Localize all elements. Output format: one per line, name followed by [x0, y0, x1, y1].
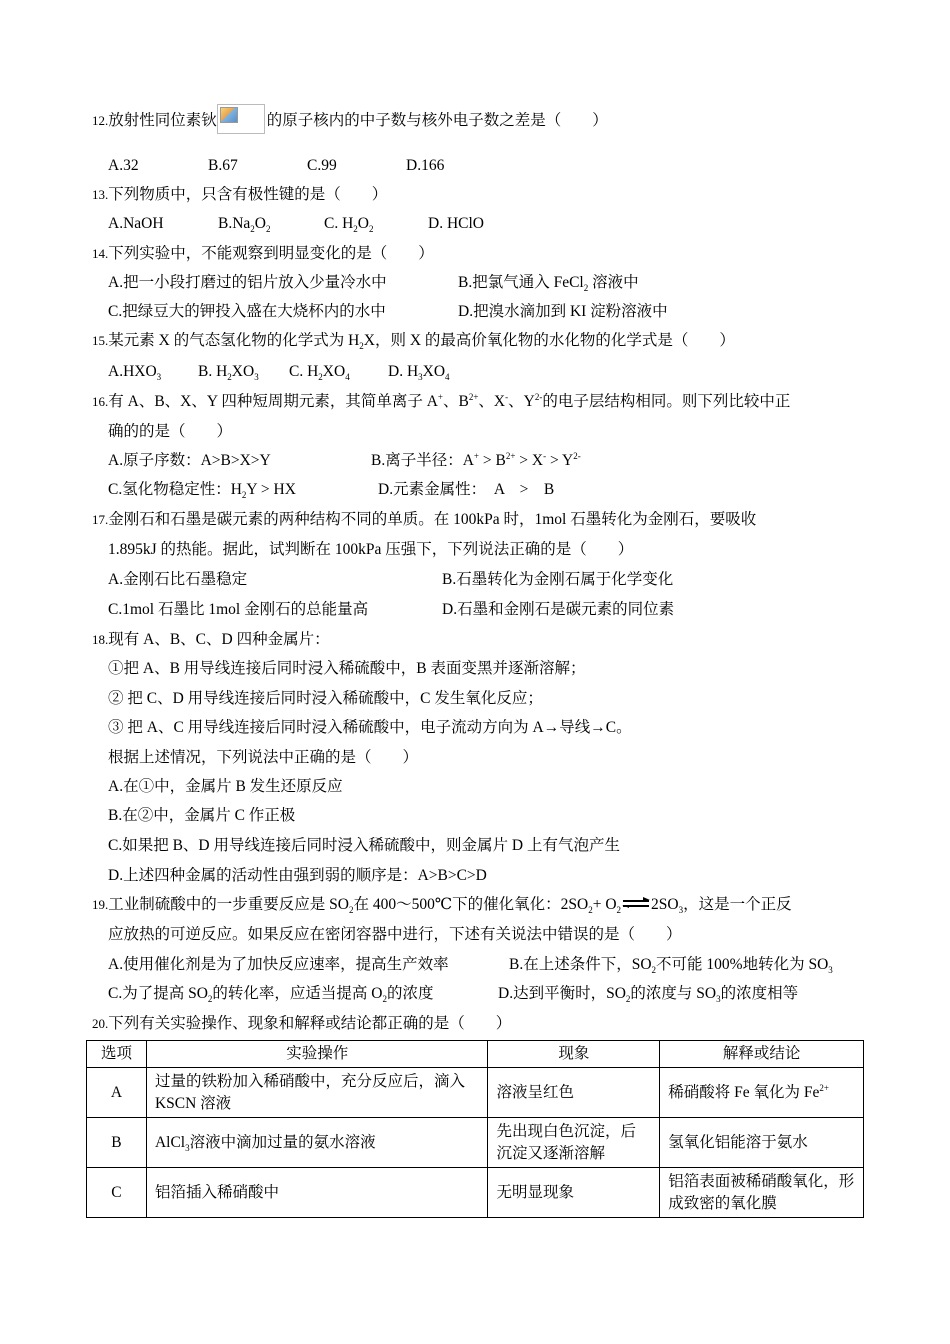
question-14 — [92, 244, 434, 264]
question-text: 下列物质中，只含有极性键的是（ ） — [108, 186, 388, 203]
option-b: $B.Na_2O_2$ — [218, 215, 271, 235]
question-number: 19. — [92, 897, 109, 912]
column-header: 实验操作 — [146, 1041, 488, 1068]
statement-1: ①把 A、B 用导线连接后同时浸入稀硫酸中，B 表面变黑并逐渐溶解； — [108, 660, 586, 677]
option-c: C. $H_2XO_4$ — [289, 363, 350, 383]
option-cell: A — [87, 1068, 147, 1118]
option-b: B.石墨转化为金刚石属于化学变化 — [442, 571, 674, 588]
question-number: 16. — [92, 394, 109, 409]
option-d: D.166 — [406, 157, 445, 174]
option-cell: B — [87, 1118, 147, 1168]
option-d: D.元素金属性： A > B — [378, 481, 555, 498]
question-17: 17.金刚石和石墨是碳元素的两种结构不同的单质。在 100kPa 时，1mol 石墨转化为金刚石，要吸收 — [92, 511, 757, 528]
conclusion-cell: 氢氧化铝能溶于氨水 — [660, 1118, 864, 1168]
phenomenon-cell: 无明显现象 — [488, 1168, 660, 1218]
option-c: C.把绿豆大的钾投入盛在大烧杯内的水中 — [108, 303, 386, 320]
question-19: 19.工业制硫酸中的一步重要反应是 $SO_2$在 400～500℃下的催化氧化：$2SO_2+ O_2$ $2SO_3$，这是一个正反 — [92, 896, 792, 916]
question-12 — [92, 104, 608, 134]
question-number: 13. — [92, 187, 109, 202]
table-header-row — [87, 1041, 864, 1068]
option-d: D. $H_3XO_4$ — [388, 363, 450, 383]
question-text: 1.895kJ 的热能。据此，试判断在 100kPa 压强下，下列说法正确的是（ ） — [108, 541, 634, 558]
experiment-table — [86, 1040, 864, 1218]
option-a: A.NaOH — [108, 215, 164, 232]
question-number: 20. — [92, 1016, 109, 1031]
option-d: D. HClO — [428, 215, 484, 232]
table-row — [87, 1118, 864, 1168]
statement-2: ② 把 C、D 用导线连接后同时浸入稀硫酸中，C 发生氧化反应； — [108, 690, 543, 707]
question-text: 应放热的可逆反应。如果反应在密闭容器中进行，下述有关说法中错误的是（ ） — [108, 926, 682, 943]
question-number: 14. — [92, 246, 109, 261]
question-number: 17. — [92, 512, 109, 527]
question-number: 18. — [92, 632, 109, 647]
option-d: D.达到平衡时，$SO_2$的浓度与 $SO_3$的浓度相等 — [498, 985, 799, 1005]
question-text: 确的的是（ ） — [108, 423, 233, 440]
option-b: B. $H_2XO_3$ — [198, 363, 259, 383]
option-a: A.在①中，金属片 B 发生还原反应 — [108, 778, 343, 795]
option-c: C.为了提高 $SO_2$的转化率，应适当提高 $O_2$的浓度 — [108, 985, 434, 1005]
option-d: D.石墨和金刚石是碳元素的同位素 — [442, 601, 675, 618]
option-a: A.原子序数：A>B>X>Y — [108, 452, 271, 469]
option-d: D.上述四种金属的活动性由强到弱的顺序是：A>B>C>D — [108, 867, 487, 884]
conclusion-cell: 稀硝酸将 Fe 氧化为 $Fe^{2+}$ — [660, 1068, 864, 1118]
question-13 — [92, 185, 387, 205]
option-a: A.32 — [108, 157, 139, 174]
question-number: 12. — [92, 113, 109, 128]
option-a: $A.HXO_3$ — [108, 363, 162, 383]
question-18: 18.现有 A、B、C、D 四种金属片： — [92, 631, 330, 648]
question-20: 20.下列有关实验操作、现象和解释或结论都正确的是（ ） — [92, 1015, 512, 1032]
option-b: B.把氯气通入 FeCl$_2$ 溶液中 — [458, 274, 639, 294]
phenomenon-cell: 先出现白色沉淀，后沉淀又逐渐溶解 — [488, 1118, 660, 1168]
option-d: D.把溴水滴加到 KI 淀粉溶液中 — [458, 303, 668, 320]
column-header: 选项 — [87, 1041, 147, 1068]
option-cell: C — [87, 1168, 147, 1218]
option-c: C.氢化物稳定性：$H_2Y$ > HX — [108, 481, 296, 501]
question-text: 根据上述情况，下列说法中正确的是（ ） — [108, 749, 419, 766]
question-15: 15.某元素 X 的气态氢化物的化学式为 $H_2X$，则 X 的最高价氧化物的水化物的化学式是（ ） — [92, 332, 735, 352]
column-header: 现象 — [488, 1041, 660, 1068]
phenomenon-cell: 溶液呈红色 — [488, 1068, 660, 1118]
question-text: 下列实验中，不能观察到明显变化的是（ ） — [108, 245, 434, 262]
option-c: C. $H_2O_2$ — [324, 215, 374, 235]
table-row — [87, 1068, 864, 1118]
equilibrium-arrow-icon — [623, 897, 649, 909]
option-c: C.如果把 B、D 用导线连接后同时浸入稀硫酸中，则金属片 D 上有气泡产生 — [108, 837, 620, 854]
operation-cell: 过量的铁粉加入稀硝酸中，充分反应后，滴入 KSCN 溶液 — [146, 1068, 488, 1118]
column-header: 解释或结论 — [660, 1041, 864, 1068]
option-a: A.把一小段打磨过的铝片放入少量冷水中 — [108, 274, 387, 291]
option-b: B.在②中，金属片 C 作正极 — [108, 807, 296, 824]
option-c: C.1mol 石墨比 1mol 金刚石的总能量高 — [108, 601, 369, 618]
option-b: B.在上述条件下，$SO_2$不可能 100%地转化为 $SO_3$ — [509, 956, 833, 976]
operation-cell: AlCl$_3$溶液中滴加过量的氨水溶液 — [146, 1118, 488, 1168]
question-text: 的原子核内的中子数与核外电子数之差是（ ） — [266, 112, 608, 129]
conclusion-cell: 铝箔表面被稀硝酸氧化，形成致密的氧化膜 — [660, 1168, 864, 1218]
broken-image-icon — [217, 104, 265, 134]
table-row — [87, 1168, 864, 1218]
question-text: 放射性同位素钬 — [108, 112, 217, 129]
option-c: C.99 — [307, 157, 337, 174]
option-b: B.离子半径：$A^+ > B^{2+} > X^- > Y^{2-}$ — [371, 450, 581, 469]
question-16: 16.有 A、B、X、Y 四种短周期元素，其简单离子 A+、$B^{2+}$、X-、$Y^{2-}$的电子层结构相同。则下列比较中正 — [92, 391, 791, 410]
statement-3: ③ 把 A、C 用导线连接后同时浸入稀硫酸中，电子流动方向为 A→导线→C。 — [108, 719, 632, 736]
question-number: 15. — [92, 333, 109, 348]
option-a: A.金刚石比石墨稳定 — [108, 571, 248, 588]
option-a: A.使用催化剂是为了加快反应速率，提高生产效率 — [108, 956, 449, 973]
operation-cell: 铝箔插入稀硝酸中 — [146, 1168, 488, 1218]
option-b: B.67 — [208, 157, 238, 174]
